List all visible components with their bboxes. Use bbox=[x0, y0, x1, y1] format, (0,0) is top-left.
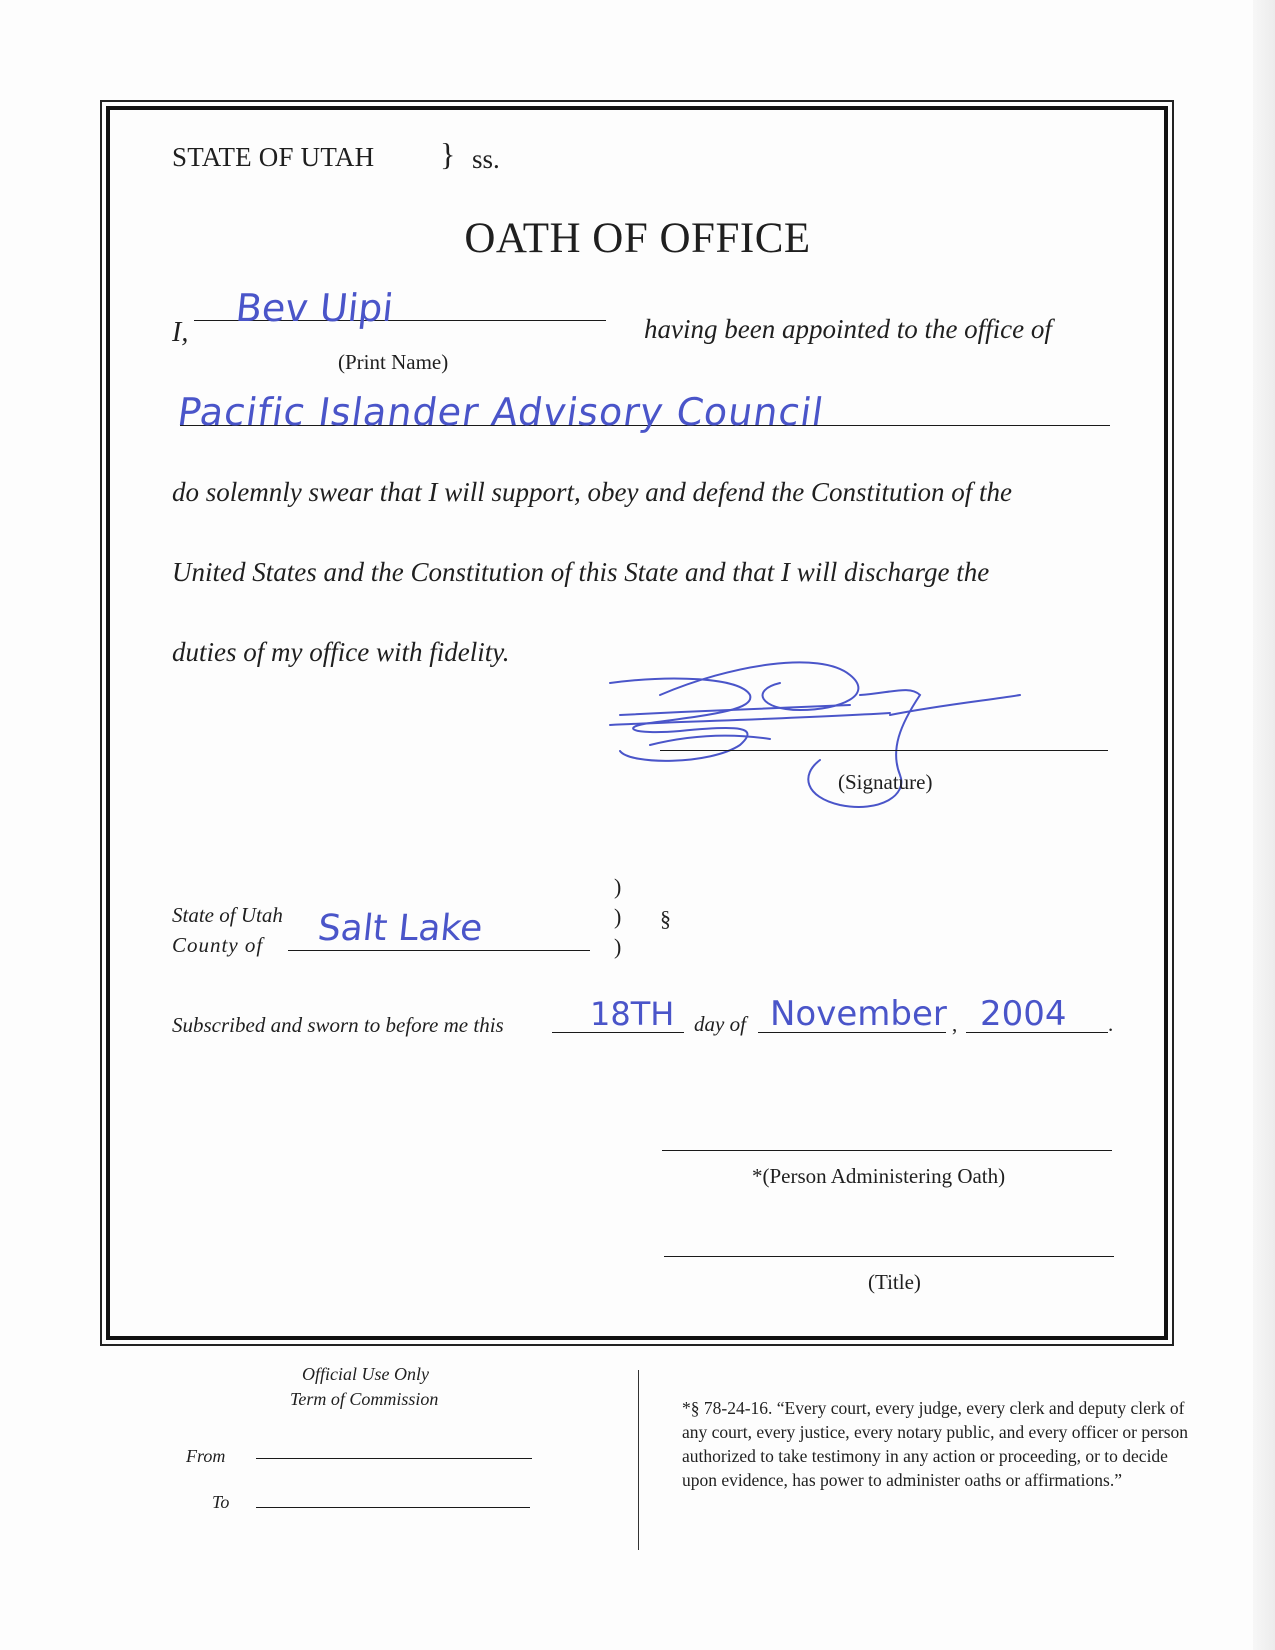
section-sign: § bbox=[660, 906, 671, 931]
statute-note: *§ 78-24-16. “Every court, every judge, every clerk and deputy clerk of any court, every justice, every notary public, and every officer or person authorized to take testimony in any action or proceeding, or to decide upon evidence, has power to administer oaths or affirmations.” bbox=[682, 1398, 1189, 1490]
from-label: From bbox=[186, 1446, 226, 1466]
day-value[interactable]: 18TH bbox=[590, 995, 675, 1033]
from-line[interactable] bbox=[256, 1458, 532, 1459]
official-use-subheading: Term of Commission bbox=[290, 1389, 439, 1409]
state-heading: STATE OF UTAH bbox=[172, 142, 375, 172]
to-label: To bbox=[212, 1492, 230, 1512]
oath-line-2: United States and the Constitution of this State and that I will discharge the bbox=[172, 557, 990, 587]
official-use-heading: Official Use Only bbox=[302, 1364, 429, 1384]
venue-paren-1: ) bbox=[614, 874, 622, 899]
month-value[interactable]: November bbox=[770, 994, 947, 1034]
oath-line-1: do solemnly swear that I will support, obey and defend the Constitution of the bbox=[172, 477, 1012, 507]
venue-county-label: County of bbox=[172, 933, 264, 957]
header-brace: } bbox=[440, 136, 456, 172]
signature-scribble bbox=[590, 655, 1050, 835]
title-line bbox=[664, 1256, 1114, 1257]
title-caption: (Title) bbox=[868, 1270, 921, 1294]
appointed-text: having been appointed to the office of bbox=[644, 314, 1052, 344]
print-name-value[interactable]: Bev Uipi bbox=[233, 286, 396, 330]
county-line bbox=[288, 950, 590, 951]
administrator-line bbox=[662, 1150, 1112, 1151]
i-prefix: I, bbox=[172, 317, 189, 348]
venue-paren-2: ) bbox=[614, 904, 622, 929]
to-line[interactable] bbox=[256, 1507, 530, 1508]
day-of-label: day of bbox=[694, 1012, 746, 1036]
form-title: OATH OF OFFICE bbox=[464, 215, 811, 262]
administrator-caption: *(Person Administering Oath) bbox=[752, 1164, 1006, 1188]
signature-line bbox=[660, 750, 1108, 751]
footer-divider bbox=[638, 1370, 639, 1550]
year-value[interactable]: 2004 bbox=[980, 994, 1067, 1034]
venue-state-label: State of Utah bbox=[172, 903, 283, 927]
venue-paren-3: ) bbox=[614, 934, 622, 959]
date-period: . bbox=[1108, 1012, 1114, 1036]
oath-line-3: duties of my office with fidelity. bbox=[172, 637, 510, 667]
ss-label: ss. bbox=[472, 144, 500, 174]
county-value[interactable]: Salt Lake bbox=[315, 908, 485, 949]
office-value[interactable]: Pacific Islander Advisory Council bbox=[174, 390, 827, 434]
subscribed-text: Subscribed and sworn to before me this bbox=[172, 1013, 504, 1037]
signature-caption: (Signature) bbox=[838, 770, 933, 794]
date-comma: , bbox=[952, 1012, 958, 1036]
print-name-caption: (Print Name) bbox=[338, 350, 449, 374]
